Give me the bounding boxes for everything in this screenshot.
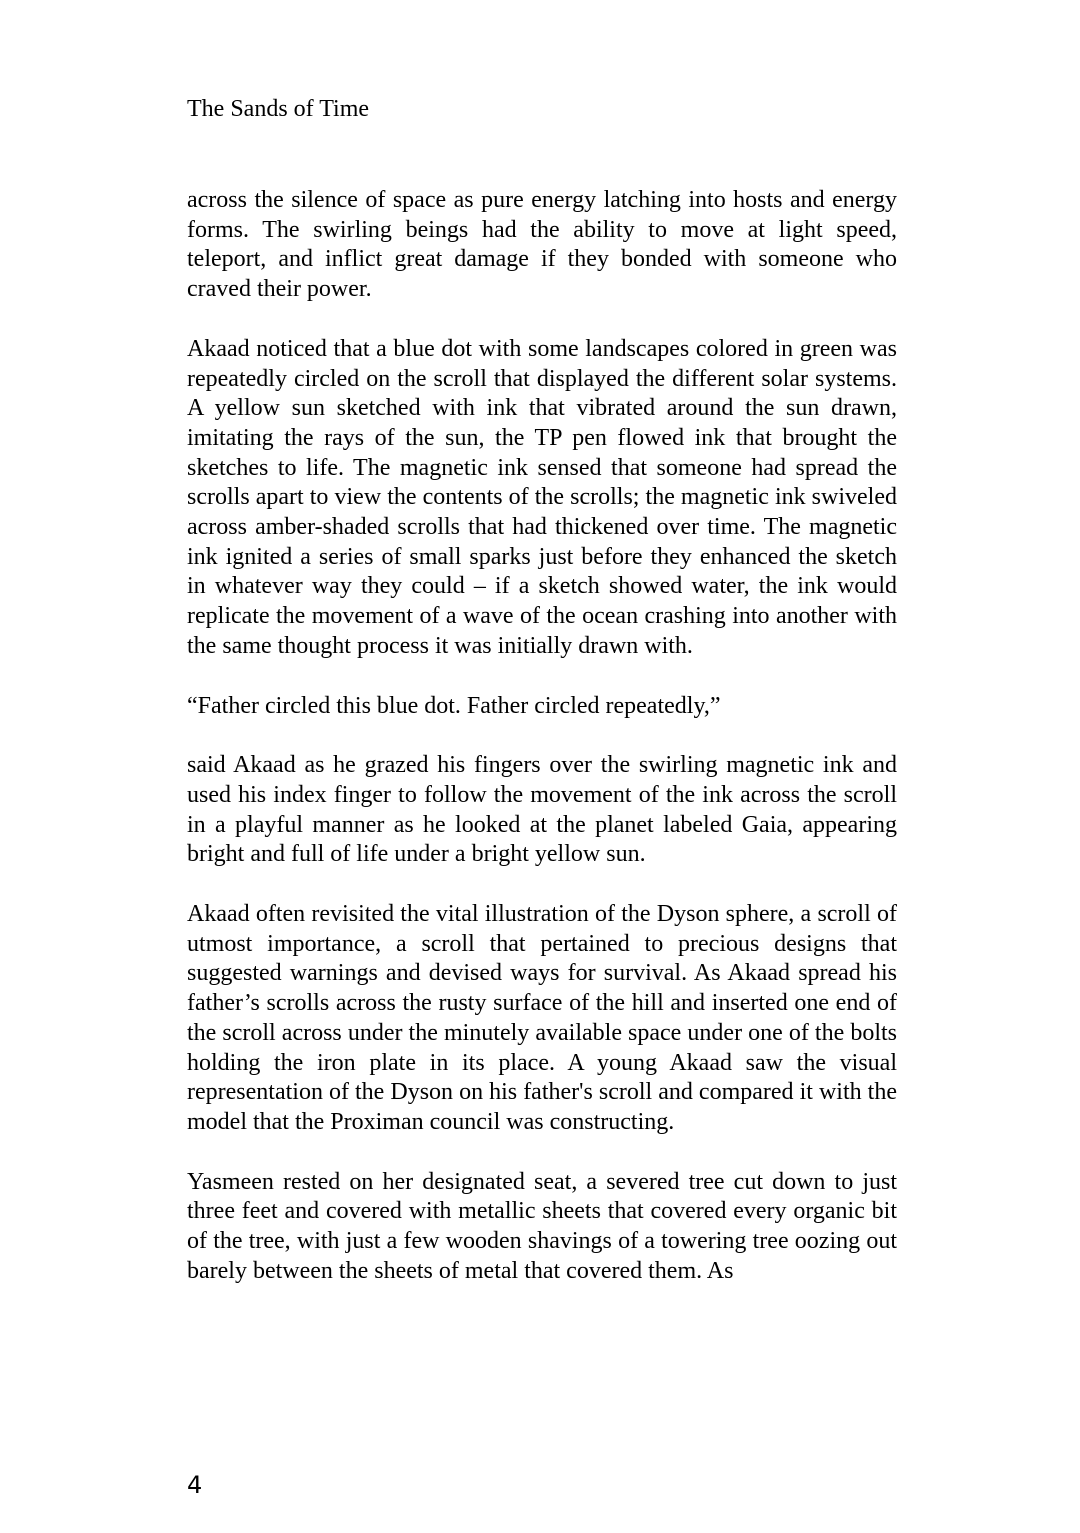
dialogue-paragraph: “Father circled this blue dot. Father circled repeatedly,” <box>187 692 721 719</box>
paragraph: Akaad noticed that a blue dot with some landscapes colored in green was repeatedly circled on the scroll that displayed the different solar systems. A yellow sun sketched with ink that vibrated around the sun drawn, imitating the rays of the sun, the TP pen flowed ink that brought the sketches to life. The magnetic ink sensed that someone had spread the scrolls apart to view the contents of the scrolls; the magnetic ink swiveled across amber-shaded scrolls that had thickened over time. The magnetic ink ignited a series of small sparks just before they enhanced the sketch in whatever way they could – if a sketch showed water, the ink would replicate the movement of a wave of the ocean crashing into another with the same thought process it was initially drawn with. <box>187 335 897 659</box>
paragraph: across the silence of space as pure energy latching into hosts and energy forms. The swirling beings had the ability to move at light speed, teleport, and inflict great damage if they bonded with someone who craved their power. <box>187 187 897 303</box>
paragraph: said Akaad as he grazed his fingers over the swirling magnetic ink and used his index finger to follow the movement of the ink across the scroll in a playful manner as he looked at the planet labeled Gaia, appearing bright and full of life under a bright yellow sun. <box>187 752 897 868</box>
running-head-title: The Sands of Time <box>187 96 370 122</box>
page-number: 4 <box>187 1471 203 1499</box>
body-text <box>187 186 897 1317</box>
paragraph: Akaad often revisited the vital illustration of the Dyson sphere, a scroll of utmost importance, a scroll that pertained to precious designs that suggested warnings and devised ways for survival. As Akaad spread his father’s scrolls across the rusty surface of the hill and inserted one end of the scroll across under the minutely available space under one of the bolts holding the iron plate in its place. A young Akaad saw the visual representation of the Dyson on his father's scroll and compared it with the model that the Proximan council was constructing. <box>187 901 897 1135</box>
paragraph: Yasmeen rested on her designated seat, a severed tree cut down to just three feet and covered with metallic sheets that covered every organic bit of the tree, with just a few wooden shavings of a towering tree oozing out barely between the sheets of metal that covered them. As <box>187 1168 897 1284</box>
